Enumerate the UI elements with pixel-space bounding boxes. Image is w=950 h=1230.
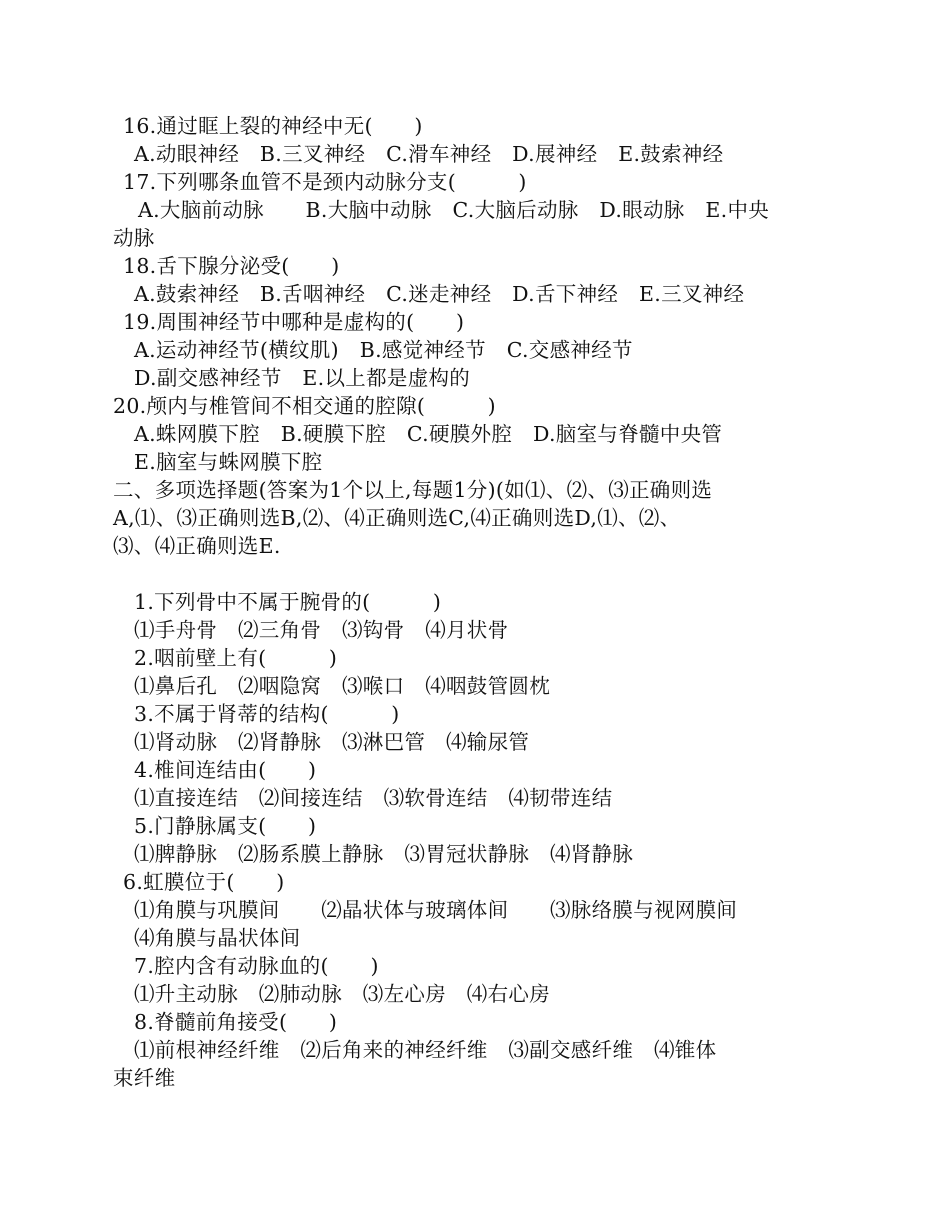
section-heading: 二、多项选择题(答案为1个以上,每题1分)(如⑴、⑵、⑶正确则选 (113, 478, 713, 502)
mc-question-6-options-cont: ⑷角膜与晶状体间 (134, 926, 301, 950)
question-20: 20.颅内与椎管间不相交通的腔隙( ) (113, 394, 496, 418)
question-18: 18.舌下腺分泌受( ) (123, 254, 340, 278)
question-19: 19.周围神经节中哪种是虚构的( ) (123, 310, 465, 334)
mc-question-5: 5.门静脉属支( ) (134, 814, 317, 838)
mc-question-4-options: ⑴直接连结 ⑵间接连结 ⑶软骨连结 ⑷韧带连结 (134, 786, 613, 810)
mc-question-2-options: ⑴鼻后孔 ⑵咽隐窝 ⑶喉口 ⑷咽鼓管圆枕 (134, 674, 550, 698)
question-16: 16.通过眶上裂的神经中无( ) (123, 114, 423, 138)
mc-question-1-options: ⑴手舟骨 ⑵三角骨 ⑶钩骨 ⑷月状骨 (134, 618, 509, 642)
mc-question-2: 2.咽前壁上有( ) (134, 646, 338, 670)
question-17: 17.下列哪条血管不是颈内动脉分支( ) (123, 170, 527, 194)
mc-question-8-options: ⑴前根神经纤维 ⑵后角来的神经纤维 ⑶副交感纤维 ⑷锥体 (134, 1038, 717, 1062)
mc-question-7-options: ⑴升主动脉 ⑵肺动脉 ⑶左心房 ⑷右心房 (134, 982, 550, 1006)
mc-question-3: 3.不属于肾蒂的结构( ) (134, 702, 400, 726)
mc-question-1: 1.下列骨中不属于腕骨的( ) (134, 590, 442, 614)
mc-question-8: 8.脊髓前角接受( ) (134, 1010, 338, 1034)
question-16-options: A.动眼神经 B.三叉神经 C.滑车神经 D.展神经 E.鼓索神经 (134, 142, 724, 166)
section-instructions-cont: ⑶、⑷正确则选E. (113, 534, 281, 558)
question-20-options-cont: E.脑室与蛛网膜下腔 (134, 450, 323, 474)
mc-question-4: 4.椎间连结由( ) (134, 758, 317, 782)
mc-question-3-options: ⑴肾动脉 ⑵肾静脉 ⑶淋巴管 ⑷输尿管 (134, 730, 530, 754)
mc-question-7: 7.腔内含有动脉血的( ) (134, 954, 379, 978)
question-17-options-cont: 动脉 (113, 226, 155, 250)
question-20-options: A.蛛网膜下腔 B.硬膜下腔 C.硬膜外腔 D.脑室与脊髓中央管 (134, 422, 723, 446)
mc-question-6-options: ⑴角膜与巩膜间 ⑵晶状体与玻璃体间 ⑶脉络膜与视网膜间 (134, 898, 738, 922)
question-19-options: A.运动神经节(横纹肌) B.感觉神经节 C.交感神经节 (134, 338, 633, 362)
mc-question-6: 6.虹膜位于( ) (123, 870, 285, 894)
section-instructions: A,⑴、⑶正确则选B,⑵、⑷正确则选C,⑷正确则选D,⑴、⑵、 (113, 506, 681, 530)
mc-question-8-options-cont: 束纤维 (113, 1066, 176, 1090)
question-17-options: A.大脑前动脉 B.大脑中动脉 C.大脑后动脉 D.眼动脉 E.中央 (138, 198, 770, 222)
question-18-options: A.鼓索神经 B.舌咽神经 C.迷走神经 D.舌下神经 E.三叉神经 (134, 282, 745, 306)
question-19-options-cont: D.副交感神经节 E.以上都是虚构的 (134, 366, 471, 390)
mc-question-5-options: ⑴脾静脉 ⑵肠系膜上静脉 ⑶胃冠状静脉 ⑷肾静脉 (134, 842, 634, 866)
